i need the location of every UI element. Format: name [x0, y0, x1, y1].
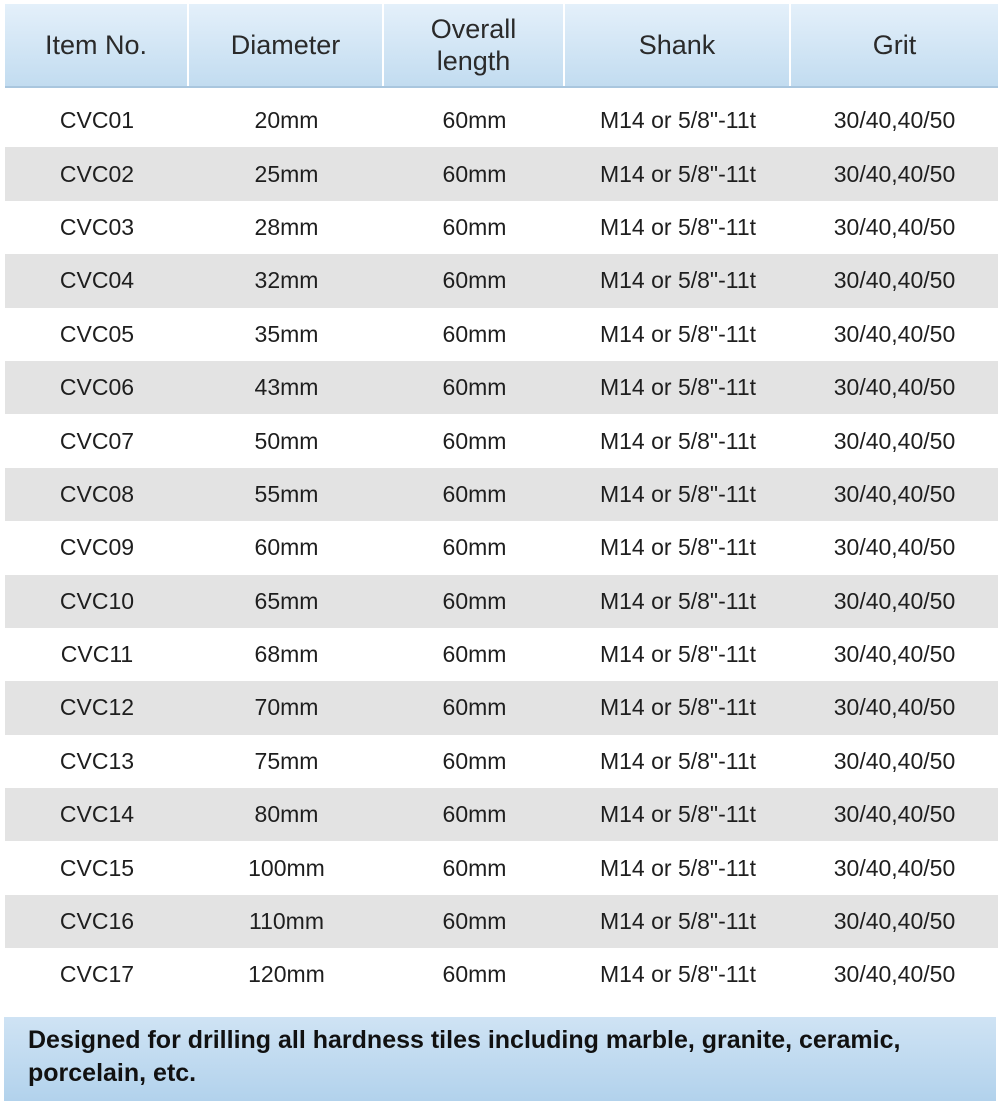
table-row — [5, 308, 998, 361]
cell-overall-length: 60mm — [442, 374, 507, 401]
cell-shank: M14 or 5/8"-11t — [599, 320, 757, 347]
cell-overall-length: 60mm — [442, 534, 507, 561]
header-grit: Grit — [872, 30, 917, 60]
cell-shank: M14 or 5/8"-11t — [599, 747, 757, 774]
cell-shank: M14 or 5/8"-11t — [599, 961, 757, 988]
table-row — [5, 895, 998, 948]
cell-diameter: 32mm — [254, 267, 319, 294]
header-overall-length: Overall length — [384, 4, 565, 86]
cell-shank: M14 or 5/8"-11t — [599, 480, 757, 507]
cell-overall-length: 60mm — [442, 107, 507, 134]
cell-grit: 30/40,40/50 — [833, 908, 956, 935]
cell-overall-length: 60mm — [442, 747, 507, 774]
cell-overall-length: 60mm — [442, 427, 507, 454]
cell-grit: 30/40,40/50 — [833, 587, 956, 614]
cell-overall-length: 60mm — [442, 641, 507, 668]
cell-diameter: 100mm — [248, 854, 325, 881]
cell-diameter: 120mm — [248, 961, 325, 988]
cell-diameter: 25mm — [254, 160, 319, 187]
table-row — [5, 361, 998, 414]
cell-shank: M14 or 5/8"-11t — [599, 534, 757, 561]
cell-grit: 30/40,40/50 — [833, 641, 956, 668]
table-header — [5, 4, 998, 88]
cell-shank: M14 or 5/8"-11t — [599, 427, 757, 454]
cell-grit: 30/40,40/50 — [833, 213, 956, 240]
cell-diameter: 70mm — [254, 694, 319, 721]
spec-table — [5, 4, 998, 1002]
cell-item-no: CVC17 — [59, 961, 135, 988]
table-row — [5, 681, 998, 734]
cell-item-no: CVC11 — [60, 641, 134, 668]
cell-shank: M14 or 5/8"-11t — [599, 213, 757, 240]
cell-grit: 30/40,40/50 — [833, 534, 956, 561]
cell-overall-length: 60mm — [442, 854, 507, 881]
table-row — [5, 521, 998, 574]
cell-item-no: CVC04 — [59, 267, 135, 294]
table-row — [5, 841, 998, 894]
cell-overall-length: 60mm — [442, 961, 507, 988]
cell-overall-length: 60mm — [442, 320, 507, 347]
cell-diameter: 55mm — [254, 480, 319, 507]
table-row — [5, 788, 998, 841]
table-row — [5, 147, 998, 200]
cell-item-no: CVC09 — [59, 534, 135, 561]
cell-grit: 30/40,40/50 — [833, 480, 956, 507]
cell-overall-length: 60mm — [442, 160, 507, 187]
cell-item-no: CVC03 — [59, 213, 135, 240]
cell-diameter: 75mm — [254, 747, 319, 774]
cell-diameter: 68mm — [254, 641, 319, 668]
cell-overall-length: 60mm — [442, 801, 507, 828]
cell-grit: 30/40,40/50 — [833, 961, 956, 988]
table-row — [5, 575, 998, 628]
cell-diameter: 20mm — [254, 107, 319, 134]
cell-shank: M14 or 5/8"-11t — [599, 854, 757, 881]
cell-diameter: 110mm — [249, 908, 324, 935]
cell-grit: 30/40,40/50 — [833, 427, 956, 454]
cell-grit: 30/40,40/50 — [833, 160, 956, 187]
cell-overall-length: 60mm — [442, 694, 507, 721]
table-row — [5, 468, 998, 521]
cell-shank: M14 or 5/8"-11t — [599, 160, 757, 187]
cell-grit: 30/40,40/50 — [833, 267, 956, 294]
cell-diameter: 60mm — [254, 534, 319, 561]
cell-grit: 30/40,40/50 — [833, 694, 956, 721]
cell-item-no: CVC14 — [59, 801, 135, 828]
cell-grit: 30/40,40/50 — [833, 107, 956, 134]
cell-item-no: CVC15 — [59, 854, 135, 881]
cell-shank: M14 or 5/8"-11t — [599, 374, 757, 401]
cell-diameter: 43mm — [254, 374, 319, 401]
header-item-no: Item No. — [5, 4, 189, 86]
cell-grit: 30/40,40/50 — [833, 320, 956, 347]
cell-overall-length: 60mm — [442, 267, 507, 294]
cell-shank: M14 or 5/8"-11t — [599, 587, 757, 614]
cell-diameter: 28mm — [254, 213, 319, 240]
cell-item-no: CVC12 — [59, 694, 135, 721]
cell-overall-length: 60mm — [442, 587, 507, 614]
cell-item-no: CVC02 — [59, 160, 135, 187]
cell-diameter: 65mm — [254, 587, 319, 614]
table-body — [5, 94, 998, 1002]
cell-shank: M14 or 5/8"-11t — [599, 801, 757, 828]
cell-item-no: CVC07 — [59, 427, 135, 454]
cell-item-no: CVC13 — [59, 747, 135, 774]
cell-item-no: CVC01 — [59, 107, 135, 134]
table-row — [5, 628, 998, 681]
footer-note: Designed for drilling all hardness tiles including marble, granite, ceramic, porcelain, etc. — [4, 1017, 996, 1101]
cell-shank: M14 or 5/8"-11t — [599, 908, 757, 935]
table-row — [5, 94, 998, 147]
cell-shank: M14 or 5/8"-11t — [599, 641, 757, 668]
table-row — [5, 948, 998, 1001]
table-row — [5, 201, 998, 254]
header-shank: Shank — [565, 4, 791, 86]
cell-item-no: CVC08 — [59, 480, 135, 507]
cell-shank: M14 or 5/8"-11t — [599, 107, 757, 134]
cell-grit: 30/40,40/50 — [833, 747, 956, 774]
cell-diameter: 50mm — [254, 427, 319, 454]
cell-diameter: 35mm — [254, 320, 319, 347]
cell-overall-length: 60mm — [442, 480, 507, 507]
cell-grit: 30/40,40/50 — [833, 374, 956, 401]
cell-item-no: CVC16 — [59, 908, 135, 935]
cell-overall-length: 60mm — [442, 213, 507, 240]
cell-item-no: CVC06 — [59, 374, 135, 401]
table-row — [5, 414, 998, 467]
cell-grit: 30/40,40/50 — [833, 854, 956, 881]
header-diameter: Diameter — [189, 4, 384, 86]
cell-grit: 30/40,40/50 — [833, 801, 956, 828]
cell-shank: M14 or 5/8"-11t — [599, 694, 757, 721]
table-row — [5, 254, 998, 307]
table-row — [5, 735, 998, 788]
cell-overall-length: 60mm — [442, 908, 507, 935]
cell-item-no: CVC05 — [59, 320, 135, 347]
cell-item-no: CVC10 — [59, 587, 135, 614]
cell-diameter: 80mm — [254, 801, 319, 828]
cell-shank: M14 or 5/8"-11t — [599, 267, 757, 294]
